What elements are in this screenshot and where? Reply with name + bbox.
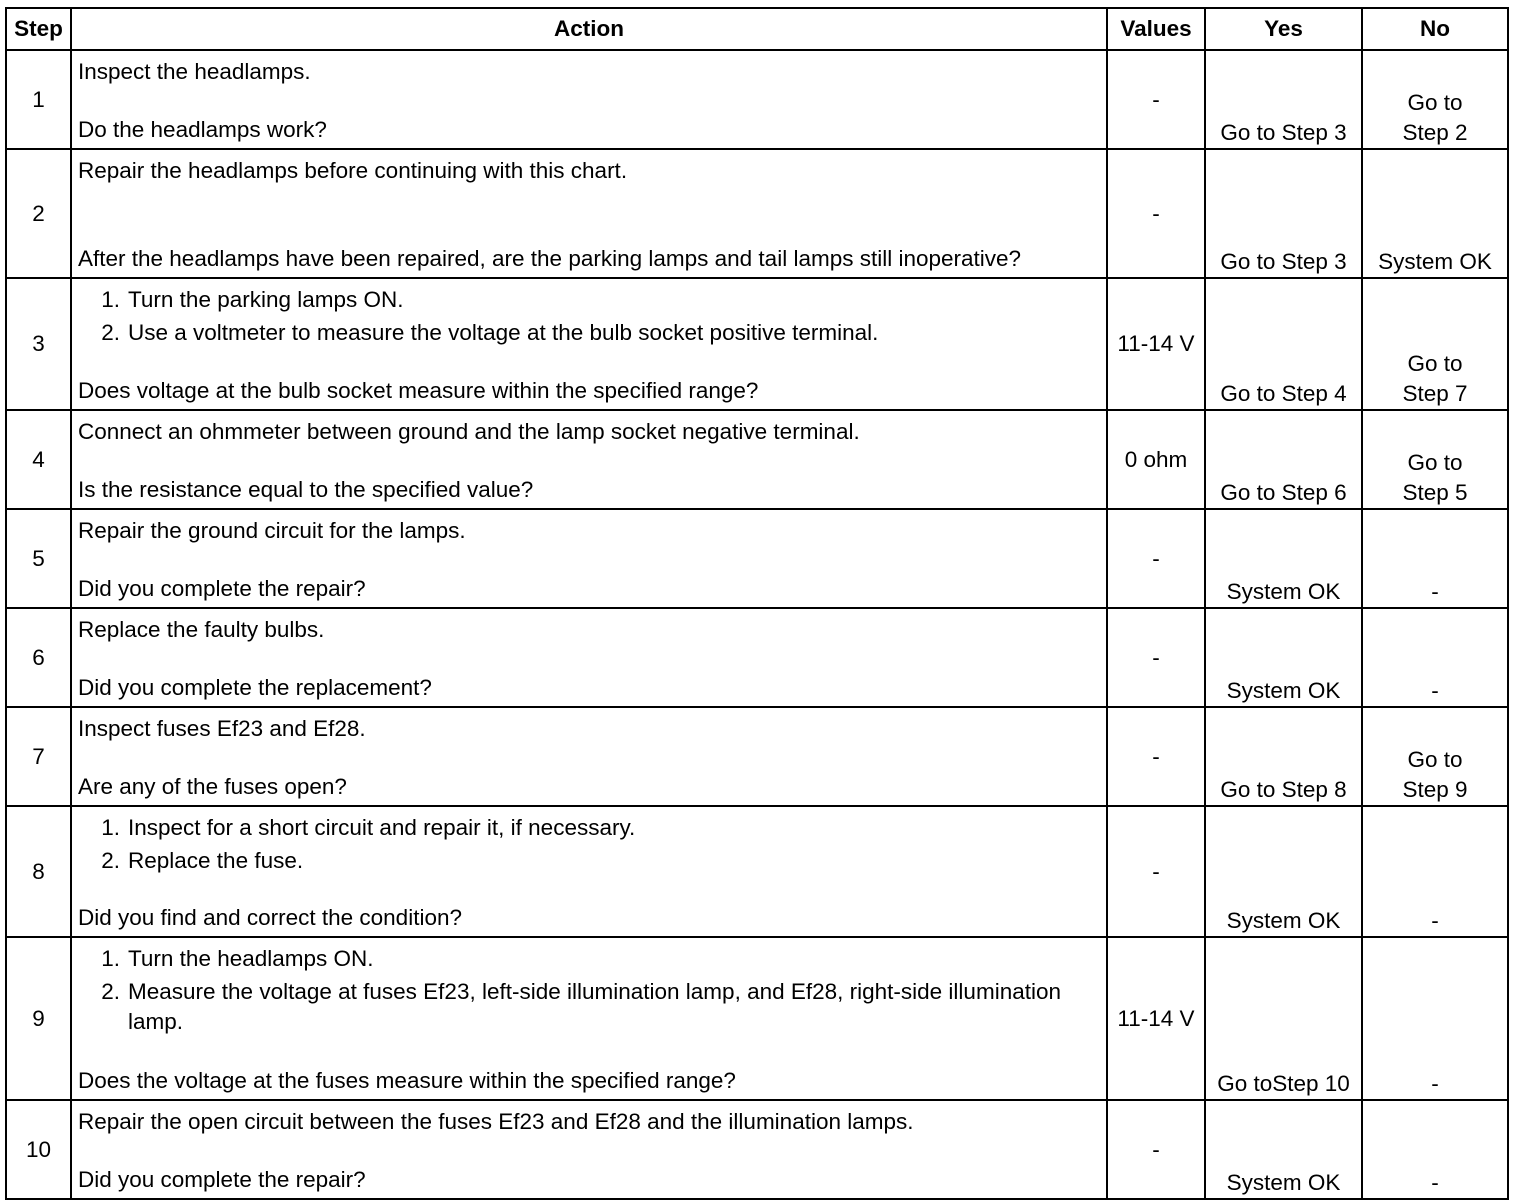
- table-row: [6, 149, 1508, 278]
- substep-item: [101, 813, 1100, 843]
- step-number: 10: [6, 1100, 71, 1199]
- action-cell: [71, 50, 1107, 149]
- table-row: [6, 937, 1508, 1100]
- substep-item: [101, 285, 1100, 315]
- header-step: Step: [6, 8, 71, 50]
- header-yes: Yes: [1205, 8, 1362, 50]
- no-result: -: [1362, 509, 1508, 608]
- action-question: Does voltage at the bulb socket measure within the specified range?: [78, 378, 759, 403]
- value-cell: -: [1107, 806, 1205, 937]
- value-cell: -: [1107, 707, 1205, 806]
- header-no: No: [1362, 8, 1508, 50]
- substep-list: [78, 944, 1100, 1037]
- action-question: Did you complete the repair?: [78, 1167, 366, 1192]
- action-instructions: [78, 944, 1100, 1040]
- action-instructions: [78, 516, 1100, 546]
- substep-text: Inspect for a short circuit and repair it, if necessary.: [128, 815, 636, 840]
- step-number: 7: [6, 707, 71, 806]
- substep-text: Use a voltmeter to measure the voltage at the bulb socket positive terminal.: [128, 320, 879, 345]
- table-row: [6, 806, 1508, 937]
- action-cell: [71, 806, 1107, 937]
- table-row: [6, 410, 1508, 509]
- table-row: [6, 1100, 1508, 1199]
- result-line-1: Go to: [1407, 747, 1463, 772]
- action-question: Did you find and correct the condition?: [78, 905, 462, 930]
- action-instructions: [78, 714, 1100, 744]
- yes-result: Go to Step 8: [1205, 707, 1362, 806]
- action-instruction: Replace the faulty bulbs.: [78, 617, 325, 642]
- action-cell: [71, 509, 1107, 608]
- result-line-1: Go to: [1217, 1071, 1273, 1096]
- result-line-1: Go to: [1407, 450, 1463, 475]
- step-number: 3: [6, 278, 71, 410]
- substep-number: 1.: [101, 287, 120, 312]
- substep-item: [101, 846, 1100, 876]
- result-line-2: Step 5: [1402, 480, 1468, 505]
- action-instruction: Repair the headlamps before continuing with this chart.: [78, 158, 628, 183]
- action-content: [72, 411, 1106, 508]
- header-values: Values: [1107, 8, 1205, 50]
- step-number: 6: [6, 608, 71, 707]
- action-instruction: Inspect fuses Ef23 and Ef28.: [78, 716, 366, 741]
- action-cell: [71, 707, 1107, 806]
- value-cell: 11-14 V: [1107, 278, 1205, 410]
- action-question: Do the headlamps work?: [78, 117, 327, 142]
- action-content: [72, 938, 1106, 1099]
- substep-list: [78, 285, 1100, 348]
- result-line-2: Step 9: [1402, 777, 1468, 802]
- header-row: [6, 8, 1508, 50]
- yes-result: System OK: [1205, 608, 1362, 707]
- substep-number: 2.: [101, 848, 120, 873]
- action-question: Did you complete the replacement?: [78, 675, 432, 700]
- substep-text: Turn the parking lamps ON.: [128, 287, 404, 312]
- value-cell: -: [1107, 608, 1205, 707]
- action-content: [72, 150, 1106, 277]
- action-content: [72, 1101, 1106, 1198]
- yes-result: Go to Step 4: [1205, 278, 1362, 410]
- yes-result: System OK: [1205, 1100, 1362, 1199]
- no-result: [1362, 410, 1508, 509]
- action-cell: [71, 149, 1107, 278]
- yes-result: System OK: [1205, 806, 1362, 937]
- action-question: Does the voltage at the fuses measure within the specified range?: [78, 1068, 736, 1093]
- action-instructions: [78, 156, 1100, 186]
- result-line-2: Step 2: [1402, 120, 1468, 145]
- step-number: 2: [6, 149, 71, 278]
- result-line-2: Step 10: [1272, 1071, 1350, 1096]
- yes-result: System OK: [1205, 509, 1362, 608]
- action-instructions: [78, 615, 1100, 645]
- substep-text: Replace the fuse.: [128, 848, 304, 873]
- no-result: -: [1362, 1100, 1508, 1199]
- action-instructions: [78, 285, 1100, 351]
- value-cell: 11-14 V: [1107, 937, 1205, 1100]
- substep-text: Measure the voltage at fuses Ef23, left-side illumination lamp, and Ef28, right-side illumination lamp.: [128, 979, 1061, 1034]
- value-cell: -: [1107, 50, 1205, 149]
- yes-result: Go to Step 3: [1205, 50, 1362, 149]
- table-row: [6, 509, 1508, 608]
- action-instructions: [78, 57, 1100, 87]
- action-question: After the headlamps have been repaired, are the parking lamps and tail lamps still inoperative?: [78, 246, 1022, 271]
- yes-result: Go to Step 3: [1205, 149, 1362, 278]
- action-instructions: [78, 813, 1100, 879]
- yes-result: [1205, 937, 1362, 1100]
- action-instruction: Connect an ohmmeter between ground and the lamp socket negative terminal.: [78, 419, 860, 444]
- result-line-2: Step 7: [1402, 381, 1468, 406]
- action-instructions: [78, 1107, 1100, 1137]
- value-cell: 0 ohm: [1107, 410, 1205, 509]
- result-line-1: Go to: [1407, 351, 1463, 376]
- action-content: [72, 609, 1106, 706]
- header-action: Action: [71, 8, 1107, 50]
- value-cell: -: [1107, 509, 1205, 608]
- action-cell: [71, 1100, 1107, 1199]
- table-row: [6, 707, 1508, 806]
- substep-text: Turn the headlamps ON.: [128, 946, 374, 971]
- action-content: [72, 807, 1106, 936]
- no-result: [1362, 50, 1508, 149]
- table-row: [6, 278, 1508, 410]
- substep-item: [101, 318, 1100, 348]
- substep-item: [101, 944, 1100, 974]
- action-instruction: Inspect the headlamps.: [78, 59, 311, 84]
- step-number: 4: [6, 410, 71, 509]
- action-question: Did you complete the repair?: [78, 576, 366, 601]
- action-instruction: Repair the ground circuit for the lamps.: [78, 518, 466, 543]
- action-cell: [71, 608, 1107, 707]
- table-row: [6, 608, 1508, 707]
- substep-number: 1.: [101, 815, 120, 840]
- no-result: -: [1362, 937, 1508, 1100]
- action-cell: [71, 937, 1107, 1100]
- action-content: [72, 279, 1106, 409]
- action-question: Are any of the fuses open?: [78, 774, 347, 799]
- table-row: [6, 50, 1508, 149]
- no-result: -: [1362, 608, 1508, 707]
- action-instruction: Repair the open circuit between the fuses Ef23 and Ef28 and the illumination lamps.: [78, 1109, 914, 1134]
- substep-item: [101, 977, 1100, 1037]
- result-line-1: Go to: [1407, 90, 1463, 115]
- substep-number: 2.: [101, 320, 120, 345]
- substep-number: 2.: [101, 979, 120, 1004]
- action-question: Is the resistance equal to the specified value?: [78, 477, 534, 502]
- yes-result: Go to Step 6: [1205, 410, 1362, 509]
- action-cell: [71, 278, 1107, 410]
- action-content: [72, 510, 1106, 607]
- action-content: [72, 708, 1106, 805]
- value-cell: -: [1107, 149, 1205, 278]
- action-cell: [71, 410, 1107, 509]
- action-instructions: [78, 417, 1100, 447]
- no-result: System OK: [1362, 149, 1508, 278]
- substep-number: 1.: [101, 946, 120, 971]
- no-result: [1362, 707, 1508, 806]
- diagnostic-table: [5, 7, 1509, 1200]
- step-number: 9: [6, 937, 71, 1100]
- action-content: [72, 51, 1106, 148]
- step-number: 1: [6, 50, 71, 149]
- substep-list: [78, 813, 1100, 876]
- value-cell: -: [1107, 1100, 1205, 1199]
- no-result: -: [1362, 806, 1508, 937]
- no-result: [1362, 278, 1508, 410]
- step-number: 8: [6, 806, 71, 937]
- step-number: 5: [6, 509, 71, 608]
